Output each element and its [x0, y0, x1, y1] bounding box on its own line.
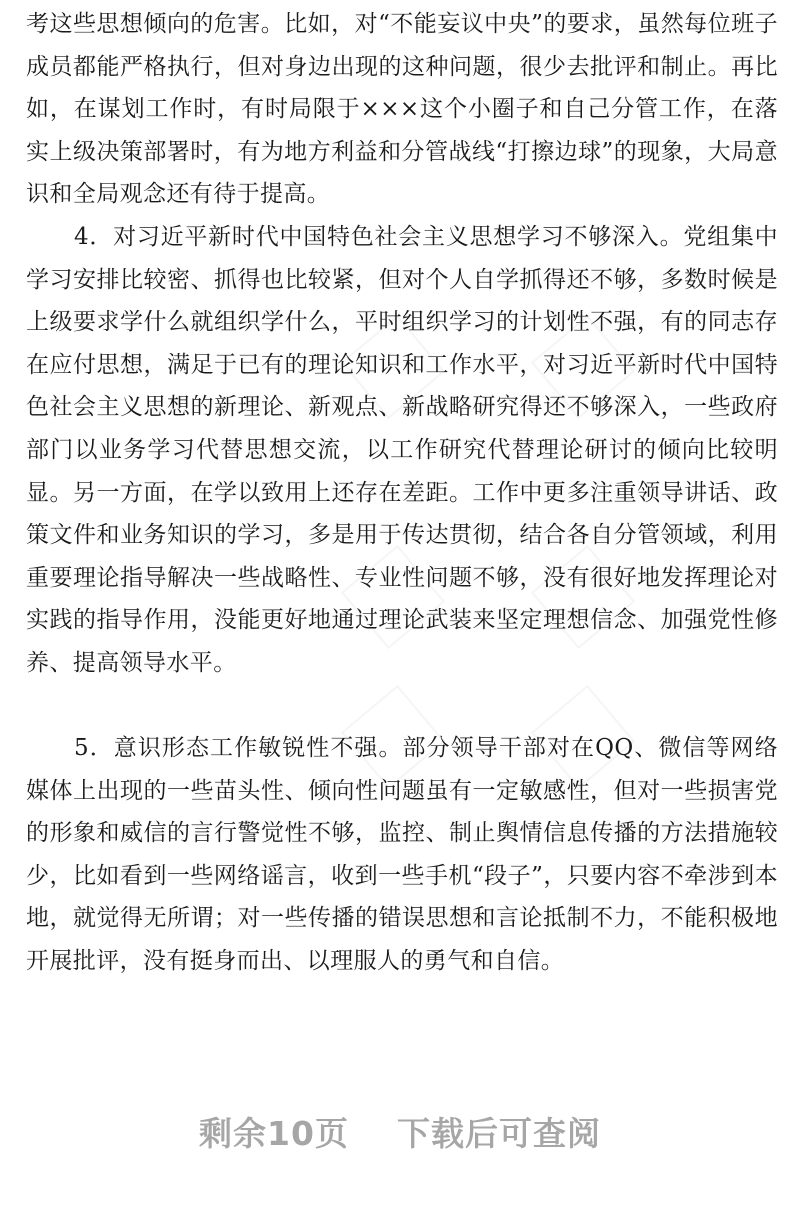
download-banner[interactable]	[0, 1108, 800, 1155]
body-paragraph: 4．对习近平新时代中国特色社会主义思想学习不够深入。党组集中学习安排比较密、抓得也比较紧，但对个人自学抓得还不够，多数时候是上级要求学什么就组织学什么，平时组织学习的计划性不强，有的同志存在应付思想，满足于已有的理论知识和工作水平，对习近平新时代中国特色社会主义思想的新理论、新观点、新战略研究得还不够深入，一些政府部门以业务学习代替思想交流，以工作研究代替理论研讨的倾向比较明显。另一方面，在学以致用上还存在差距。工作中更多注重领导讲话、政策文件和业务知识的学习，多是用于传达贯彻，结合各自分管领域，利用重要理论指导解决一些战略性、专业性问题不够，没有很好地发挥理论对实践的指导作用，没能更好地通过理论武装来坚定理想信念、加强党性修养、提高领导水平。	[26, 224, 778, 676]
body-paragraph: 考这些思想倾向的危害。比如，对“不能妄议中央”的要求，虽然每位班子成员都能严格执行，但对身边出现的这种问题，很少去批评和制止。再比如，在谋划工作时，有时局限于×××这个小圈子和自己分管工作，在落实上级决策部署时，有为地方利益和分管战线“打擦边球”的现象，大局意识和全局观念还有待于提高。	[26, 11, 778, 208]
document-page	[26, 0, 778, 1211]
body-paragraph: 5．意识形态工作敏锐性不强。部分领导干部对在QQ、微信等网络媒体上出现的一些苗头性、倾向性问题虽有一定敏感性，但对一些损害党的形象和威信的言行警觉性不够，监控、制止舆情信息传播的方法措施较少，比如看到一些网络谣言，收到一些手机“段子”，只要内容不牵涉到本地，就觉得无所谓；对一些传播的错误思想和言论抵制不力，不能积极地开展批评，没有挺身而出、以理服人的勇气和自信。	[26, 735, 778, 974]
download-prompt-label[interactable]: 下载后可查阅	[396, 1114, 601, 1153]
remaining-pages-label: 剩余10页	[199, 1114, 349, 1153]
